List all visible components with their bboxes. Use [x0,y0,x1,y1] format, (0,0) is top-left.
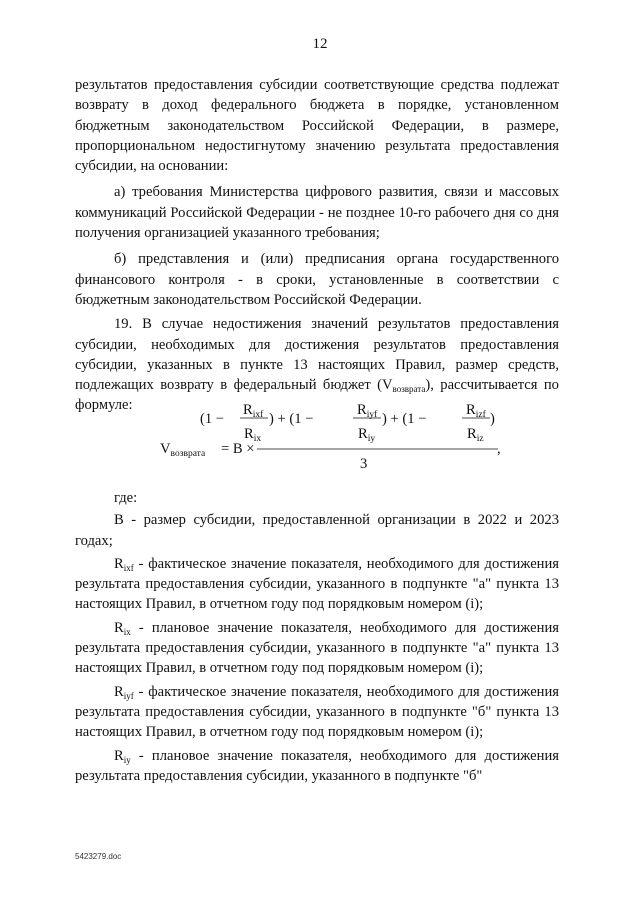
formula-close-plus-2: ) + (1 − [382,411,427,427]
formula [160,396,501,472]
definition-rix: $R_{ix}$ - плановое значение показателя, необходимого для достижения результата предоставления субсидии, указанного в подпункте "а" пункта 13 настоящих Правил, в отчетном году под порядковым номером (i); [75,619,559,677]
formula-r-ixf: $R_{ixf}$ [243,402,264,420]
footer-filename: 5423279.doc [75,852,122,861]
paragraph-19-subscript: возврата [392,384,426,395]
formula-svg [160,396,501,472]
formula-r-ix: $R_{ix}$ [244,426,262,444]
formula-comma: , [497,441,501,457]
formula-close-plus-1: ) + (1 − [269,411,314,427]
formula-open-1: (1 − [200,411,225,427]
formula-r-izf: $R_{izf}$ [466,402,486,420]
formula-lhs: $V_{возврата}$ [160,441,206,459]
body-text-definitions [75,488,559,786]
body-text-top [75,75,559,416]
definition-rixf: $R_{ixf}$ - фактическое значение показателя, необходимого для достижения результата предоставления субсидии, указанного в подпункте "а" пункта 13 настоящих Правил, в отчетном году под порядковым номером (i); [75,555,559,613]
formula-close-3: ) [490,411,495,427]
list-item-b: б) представления и (или) предписания органа государственного финансового контроля - в сроки, установленные в соответствии с бюджетным законодательством Российской Федерации. [75,251,559,308]
definition-riy: $R_{iy}$ - плановое значение показателя, необходимого для достижения результата предоставления субсидии, указанного в подпункте "б" [75,747,559,784]
formula-equals-b: = B × [221,441,255,457]
formula-denominator: 3 [360,456,368,472]
list-item-a: а) требования Министерства цифрового развития, связи и массовых коммуникаций Российской Федерации - не позднее 10-го рабочего дня со дня получения организацией указанного требования; [75,184,559,242]
formula-r-iyf: $R_{iyf}$ [357,402,378,420]
formula-r-iz: $R_{iz}$ [467,426,484,444]
paragraph-19-text-end: ), рассчитывается по формуле: [75,377,559,414]
page-number: 12 [312,36,328,52]
paragraph-continuation: результатов предоставления субсидии соответствующие средства подлежат возврату в доход федерального бюджета в порядке, установленном бюджетным законодательством Российской Федерации, в размере, пропорциональном недостигнутому значению результата предоставления субсидии, на основании: [75,77,559,175]
paragraph-19-text: 19. В случае недостижения значений результатов предоставления субсидии, необходимых для достижения результатов предоставления субсидии, указанных в пункте 13 настоящих Правил, размер средств, подлежащих возврату в федеральный бюджет (V [75,316,559,394]
definition-riyf: $R_{iyf}$ - фактическое значение показателя, необходимого для достижения результата предоставления субсидии, указанного в подпункте "б" пункта 13 настоящих Правил, в отчетном году под порядковым номером (i); [75,683,559,741]
formula-r-iy: $R_{iy}$ [358,426,376,444]
definition-b: B - размер субсидии, предоставленной организации в 2022 и 2023 годах; [75,512,559,549]
where-label: где: [114,490,138,506]
